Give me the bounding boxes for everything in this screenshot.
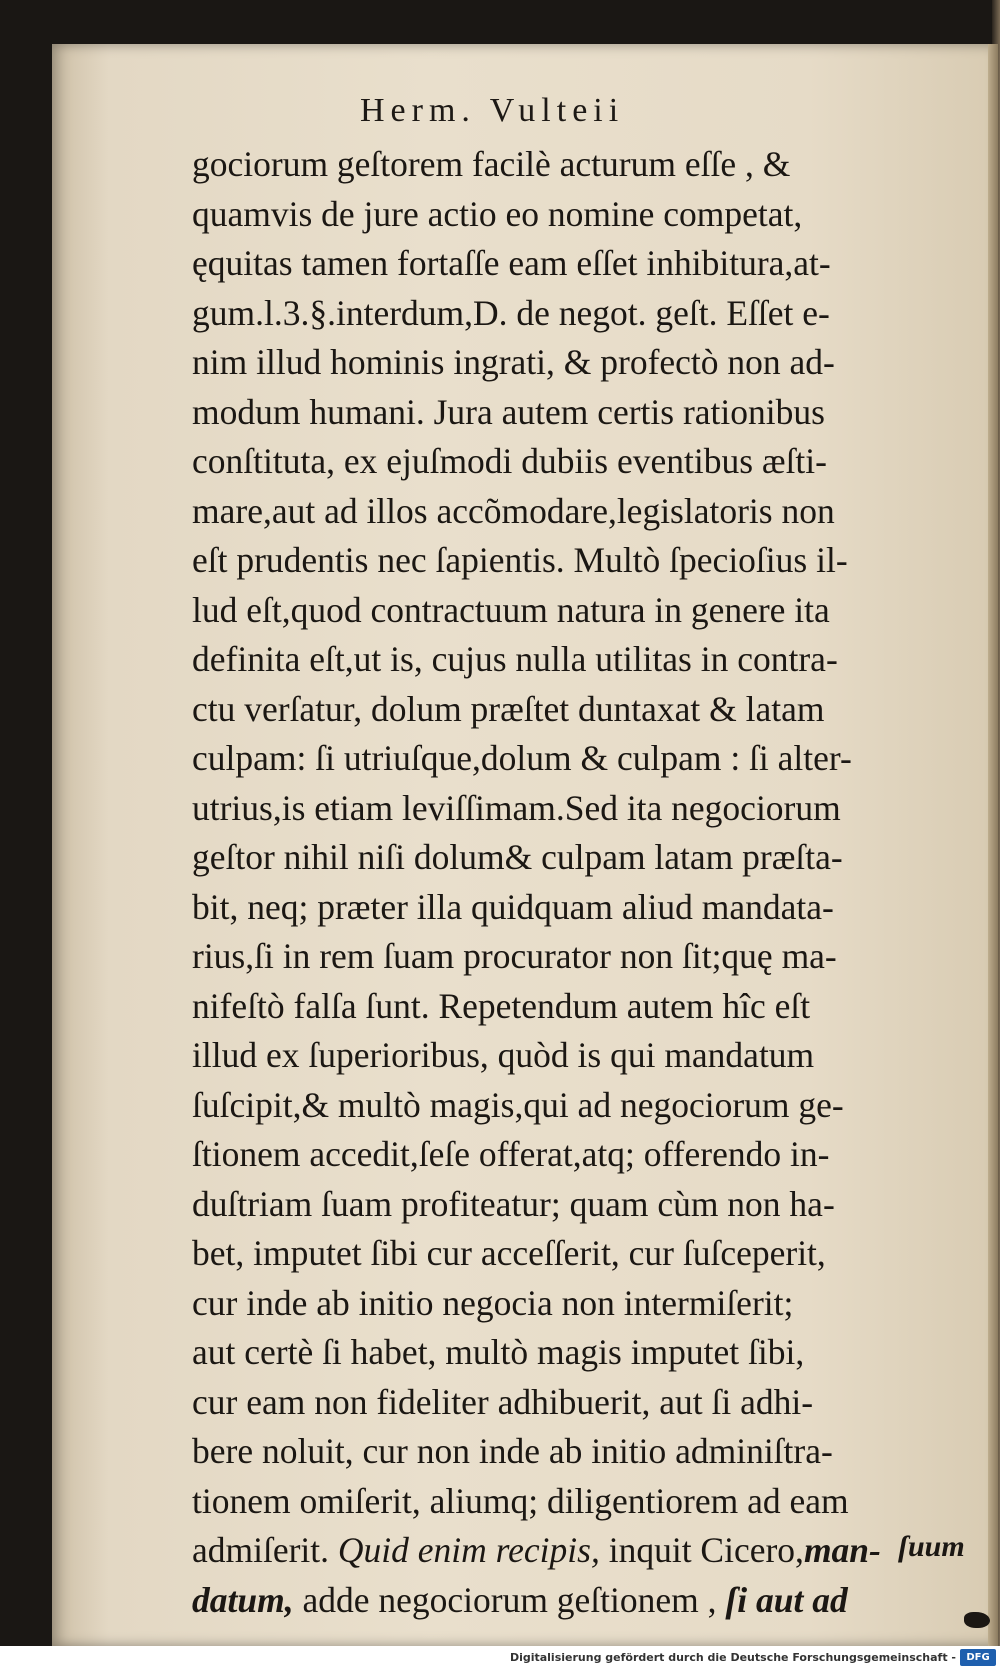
text-segment: duſtriam ſuam profiteatur; quam cùm non ha- (192, 1183, 835, 1224)
text-line (192, 586, 992, 636)
text-segment: culpam: ſi utriuſque,dolum & culpam : ſi alter- (192, 738, 852, 778)
text-segment: ctu verſatur, dolum præſtet duntaxat & latam (192, 688, 825, 729)
text-segment: aut certè ſi habet, multò magis imputet ſibi, (192, 1332, 805, 1372)
text-line (192, 536, 992, 586)
text-segment: geſtor nihil niſi dolum& culpam latam præſta- (192, 837, 843, 877)
text-line (192, 1279, 992, 1329)
text-segment: gociorum geſtorem facilè acturum eſſe , & (192, 144, 791, 184)
text-segment: conſtituta, ex ejuſmodi dubiis eventibus æſti- (192, 441, 827, 481)
text-segment: datum, (192, 1579, 294, 1620)
text-line (192, 635, 992, 685)
text-segment: mare,aut ad illos accõmodare,legislatoris non (192, 490, 835, 531)
text-segment: rius,ſi in rem ſuam procurator non ſit;quę ma- (192, 936, 837, 976)
text-segment: definita eſt,ut is, cujus nulla utilitas in contra- (192, 639, 838, 679)
text-line (192, 1130, 992, 1180)
text-line (192, 1477, 992, 1527)
text-line (192, 190, 992, 240)
text-line (192, 982, 992, 1032)
text-line (192, 932, 992, 982)
text-line (192, 487, 992, 537)
text-line (192, 784, 992, 834)
text-line (192, 437, 992, 487)
text-segment: adde negociorum geſtionem , (293, 1579, 726, 1620)
text-line (192, 883, 992, 933)
text-segment: Quid enim recipis, (337, 1530, 600, 1570)
text-segment: cur inde ab initio negocia non intermiſerit; (192, 1282, 794, 1323)
text-segment: ſtionem accedit,ſeſe offerat,atq; offerendo in- (192, 1134, 830, 1174)
text-line (192, 1427, 992, 1477)
text-line (192, 1328, 992, 1378)
text-segment: eſt prudentis nec ſapientis. Multò ſpecioſius il- (192, 540, 848, 580)
text-line (192, 734, 992, 784)
dfg-logo: DFG (960, 1649, 996, 1666)
text-segment: nim illud hominis ingrati, & profectò non ad- (192, 342, 835, 382)
text-segment: man- (803, 1530, 881, 1570)
text-segment: ſi aut ad (725, 1579, 848, 1620)
text-segment: ſuſcipit,& multò magis,qui ad negociorum ge- (192, 1084, 844, 1125)
text-segment: lud eſt,quod contractuum natura in genere ita (192, 589, 830, 630)
text-segment: utrius,is etiam leviſſimam.Sed ita negociorum (192, 787, 841, 828)
text-segment: nifeſtò falſa ſunt. Repetendum autem hîc eſt (192, 985, 811, 1026)
text-line (192, 338, 992, 388)
text-line (192, 1378, 992, 1428)
text-line (192, 1180, 992, 1230)
text-line (192, 1526, 992, 1576)
text-segment: ęquitas tamen fortaſſe eam eſſet inhibitura,at- (192, 243, 831, 283)
text-segment: admiſerit. (192, 1530, 338, 1570)
text-line (192, 1031, 992, 1081)
text-segment: bere noluit, cur non inde ab initio adminiſtra- (192, 1431, 833, 1471)
text-segment: bet, imputet ſibi cur acceſſerit, cur ſuſceperit, (192, 1233, 826, 1273)
text-line (192, 685, 992, 735)
text-segment: bit, neq; præter illa quidquam aliud mandata- (192, 886, 834, 927)
text-line (192, 1576, 992, 1626)
text-segment: cur eam non fideliter adhibuerit, aut ſi adhi- (192, 1381, 814, 1422)
text-line (192, 239, 992, 289)
text-line (192, 140, 992, 190)
text-segment: tionem omiſerit, aliumq; diligentiorem ad eam (192, 1480, 849, 1521)
text-line (192, 388, 992, 438)
text-line (192, 1081, 992, 1131)
ink-blot (964, 1612, 990, 1628)
text-line (192, 1229, 992, 1279)
running-head: Herm. Vulteii (360, 92, 625, 129)
footer-credit: Digitalisierung gefördert durch die Deutsche Forschungsgemeinschaft - (509, 1651, 956, 1664)
text-line (192, 289, 992, 339)
text-segment: quamvis de jure actio eo nomine competat, (192, 193, 803, 234)
text-line (192, 833, 992, 883)
text-segment: inquit Cicero, (599, 1530, 804, 1570)
body-text (192, 140, 992, 1625)
text-segment: illud ex ſuperioribus, quòd is qui mandatum (192, 1035, 815, 1075)
text-segment: gum.l.3.§.interdum,D. de negot. geſt. Eſſet e- (192, 292, 830, 333)
catchword: ſuum (898, 1530, 965, 1563)
text-segment: modum humani. Jura autem certis rationibus (192, 391, 825, 432)
